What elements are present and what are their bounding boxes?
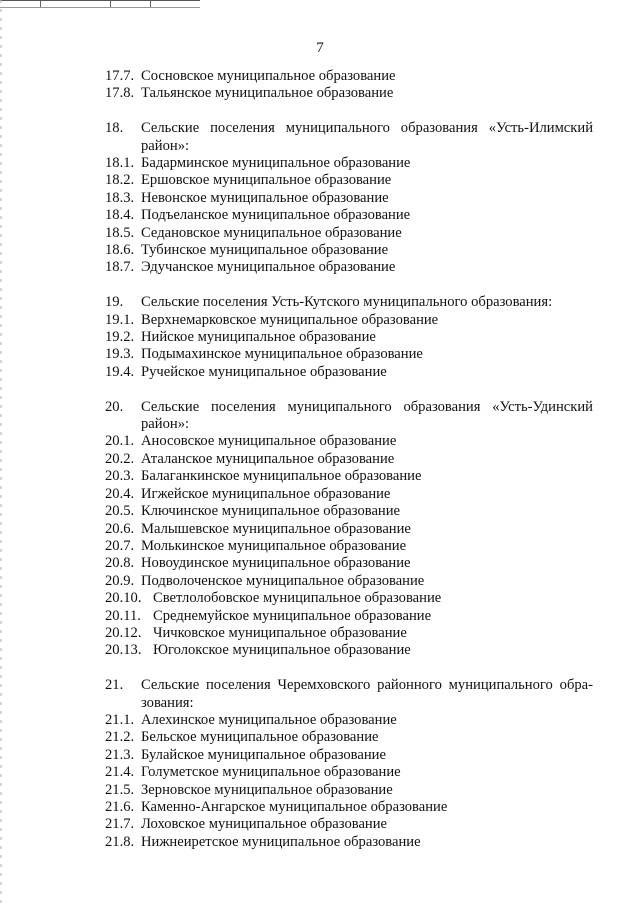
item-text: Лоховское муниципальное образование <box>141 816 388 833</box>
section-heading-text: Сельские поселения муниципального образования «Усть-Удинский <box>141 398 593 415</box>
item-text: Светлолобовское муниципальное образование <box>153 590 442 607</box>
item-number: 20.13. <box>105 642 142 659</box>
item-number: 21.3. <box>105 746 135 763</box>
item-text: Сосновское муниципальное образование <box>141 68 396 84</box>
item-number: 19.3. <box>105 346 135 363</box>
section-heading <box>105 399 593 416</box>
list-item <box>105 625 593 642</box>
item-text: Невонское муниципальное образование <box>141 189 389 206</box>
item-number: 21.2. <box>105 729 135 746</box>
section-heading-continuation: зования: <box>141 694 194 711</box>
item-number: 18.7. <box>105 259 135 276</box>
item-text: Верхнемарковское муниципальное образование <box>141 311 439 328</box>
item-text: Тубинское муниципальное образование <box>141 242 389 259</box>
scan-mark <box>110 1 111 7</box>
list-item <box>105 190 593 207</box>
sections-container <box>105 120 593 851</box>
item-number: 20.8. <box>105 555 135 572</box>
item-number: 20.7. <box>105 537 135 554</box>
item-number: 20.4. <box>105 485 135 502</box>
item-text: Зерновское муниципальное образование <box>141 781 393 798</box>
item-number: 21.5. <box>105 781 135 798</box>
item-number: 21.4. <box>105 764 135 781</box>
item-text: Нижнеиретское муниципальное образование <box>141 833 421 850</box>
item-number: 18.2. <box>105 172 135 189</box>
list-item <box>105 433 593 450</box>
list-item <box>105 642 593 659</box>
item-text: Ершовское муниципальное образование <box>141 172 392 189</box>
list-item <box>105 712 593 729</box>
list-item <box>105 68 593 85</box>
list-item <box>105 782 593 799</box>
list-item <box>105 225 593 242</box>
section-heading-continuation: район»: <box>141 416 190 433</box>
intro-list <box>105 68 593 103</box>
item-number: 20.11. <box>105 607 141 624</box>
list-item <box>105 799 593 816</box>
section-20 <box>105 399 593 660</box>
item-text: Голуметское муниципальное образование <box>141 764 401 781</box>
item-number: 21.6. <box>105 799 135 815</box>
section-number: 21. <box>105 677 124 694</box>
item-number: 18.4. <box>105 207 135 224</box>
item-number: 20.3. <box>105 468 135 485</box>
item-text: Аносовское муниципальное образование <box>141 433 397 450</box>
scan-edge-left <box>0 0 2 905</box>
item-text: Седановское муниципальное образование <box>141 224 402 241</box>
item-text: Чичковское муниципальное образование <box>153 624 407 641</box>
item-number: 18.5. <box>105 224 135 241</box>
section-heading-text: Сельские поселения Усть-Кутского муниципального образования: <box>141 294 553 311</box>
list-item <box>105 834 593 851</box>
list-item <box>105 608 593 625</box>
item-number: 19.1. <box>105 311 135 328</box>
item-text: Ручейское муниципальное образование <box>141 363 387 380</box>
item-text: Аталанское муниципальное образование <box>141 450 395 467</box>
list-item <box>105 172 593 189</box>
item-number: 20.5. <box>105 503 135 520</box>
item-number: 20.9. <box>105 572 135 589</box>
item-text: Эдучанское муниципальное образование <box>141 259 396 276</box>
list-item <box>105 729 593 746</box>
item-number: 20.10. <box>105 590 142 607</box>
item-text: Подволоченское муниципальное образование <box>141 572 425 589</box>
list-item <box>105 816 593 833</box>
item-number: 20.12. <box>105 624 142 641</box>
item-text: Подъеланское муниципальное образование <box>141 207 411 224</box>
item-number: 21.1. <box>105 711 135 728</box>
list-item <box>105 451 593 468</box>
list-item <box>105 346 593 363</box>
item-number: 18.1. <box>105 155 135 172</box>
section-19 <box>105 294 593 381</box>
item-number: 21.8. <box>105 833 135 850</box>
section-number: 20. <box>105 398 124 415</box>
item-text: Малышевское муниципальное образование <box>141 520 411 537</box>
item-text: Юголокское муниципальное образование <box>153 642 411 659</box>
item-text: Бадарминское муниципальное образование <box>141 155 411 172</box>
section-18 <box>105 120 593 277</box>
item-number: 19.2. <box>105 329 135 346</box>
list-item <box>105 747 593 764</box>
list-item <box>105 503 593 520</box>
list-item <box>105 468 593 485</box>
item-text: Нийское муниципальное образование <box>141 329 376 346</box>
item-text: Бельское муниципальное образование <box>141 729 379 746</box>
item-number: 18.3. <box>105 189 135 206</box>
list-item <box>105 155 593 172</box>
item-number: 20.6. <box>105 520 135 537</box>
document-body <box>105 68 593 869</box>
section-heading-text: Сельские поселения Черемховского районного муниципального обра- <box>141 677 593 694</box>
list-item <box>105 555 593 572</box>
item-text: Новоудинское муниципальное образование <box>141 555 411 572</box>
item-text: Каменно-Ангарское муниципальное образование <box>141 799 448 815</box>
item-text: Среднемуйское муниципальное образование <box>153 607 432 624</box>
list-item <box>105 85 593 102</box>
list-item <box>105 573 593 590</box>
section-heading-text: Сельские поселения муниципального образования «Усть-Илимский <box>141 120 593 137</box>
scan-mark <box>40 1 41 7</box>
item-number: 17.8. <box>105 85 135 102</box>
list-item <box>105 764 593 781</box>
list-item <box>105 364 593 381</box>
scan-mark <box>150 1 151 7</box>
item-text: Подымахинское муниципальное образование <box>141 346 423 363</box>
list-item <box>105 312 593 329</box>
list-item <box>105 538 593 555</box>
item-text: Тальянское муниципальное образование <box>141 85 394 102</box>
item-number: 19.4. <box>105 363 135 380</box>
list-item <box>105 329 593 346</box>
list-item <box>105 521 593 538</box>
section-number: 18. <box>105 120 124 137</box>
item-text: Молькинское муниципальное образование <box>141 537 407 554</box>
section-heading-continuation: район»: <box>141 137 190 154</box>
list-item <box>105 486 593 503</box>
item-text: Булайское муниципальное образование <box>141 746 386 763</box>
item-text: Ключинское муниципальное образование <box>141 503 401 520</box>
item-text: Алехинское муниципальное образование <box>141 711 397 728</box>
item-number: 18.6. <box>105 242 135 259</box>
section-heading <box>105 120 593 137</box>
list-item <box>105 207 593 224</box>
list-item <box>105 590 593 607</box>
section-21 <box>105 677 593 851</box>
list-item <box>105 242 593 259</box>
item-text: Балаганкинское муниципальное образование <box>141 468 422 485</box>
section-heading <box>105 294 593 311</box>
item-number: 20.2. <box>105 450 135 467</box>
scan-edge-top <box>0 0 200 8</box>
item-number: 21.7. <box>105 816 135 833</box>
section-number: 19. <box>105 294 124 311</box>
section-heading <box>105 677 593 694</box>
page-number: 7 <box>316 40 324 56</box>
item-number: 17.7. <box>105 68 135 84</box>
item-text: Игжейское муниципальное образование <box>141 485 391 502</box>
list-item <box>105 259 593 276</box>
item-number: 20.1. <box>105 433 135 450</box>
